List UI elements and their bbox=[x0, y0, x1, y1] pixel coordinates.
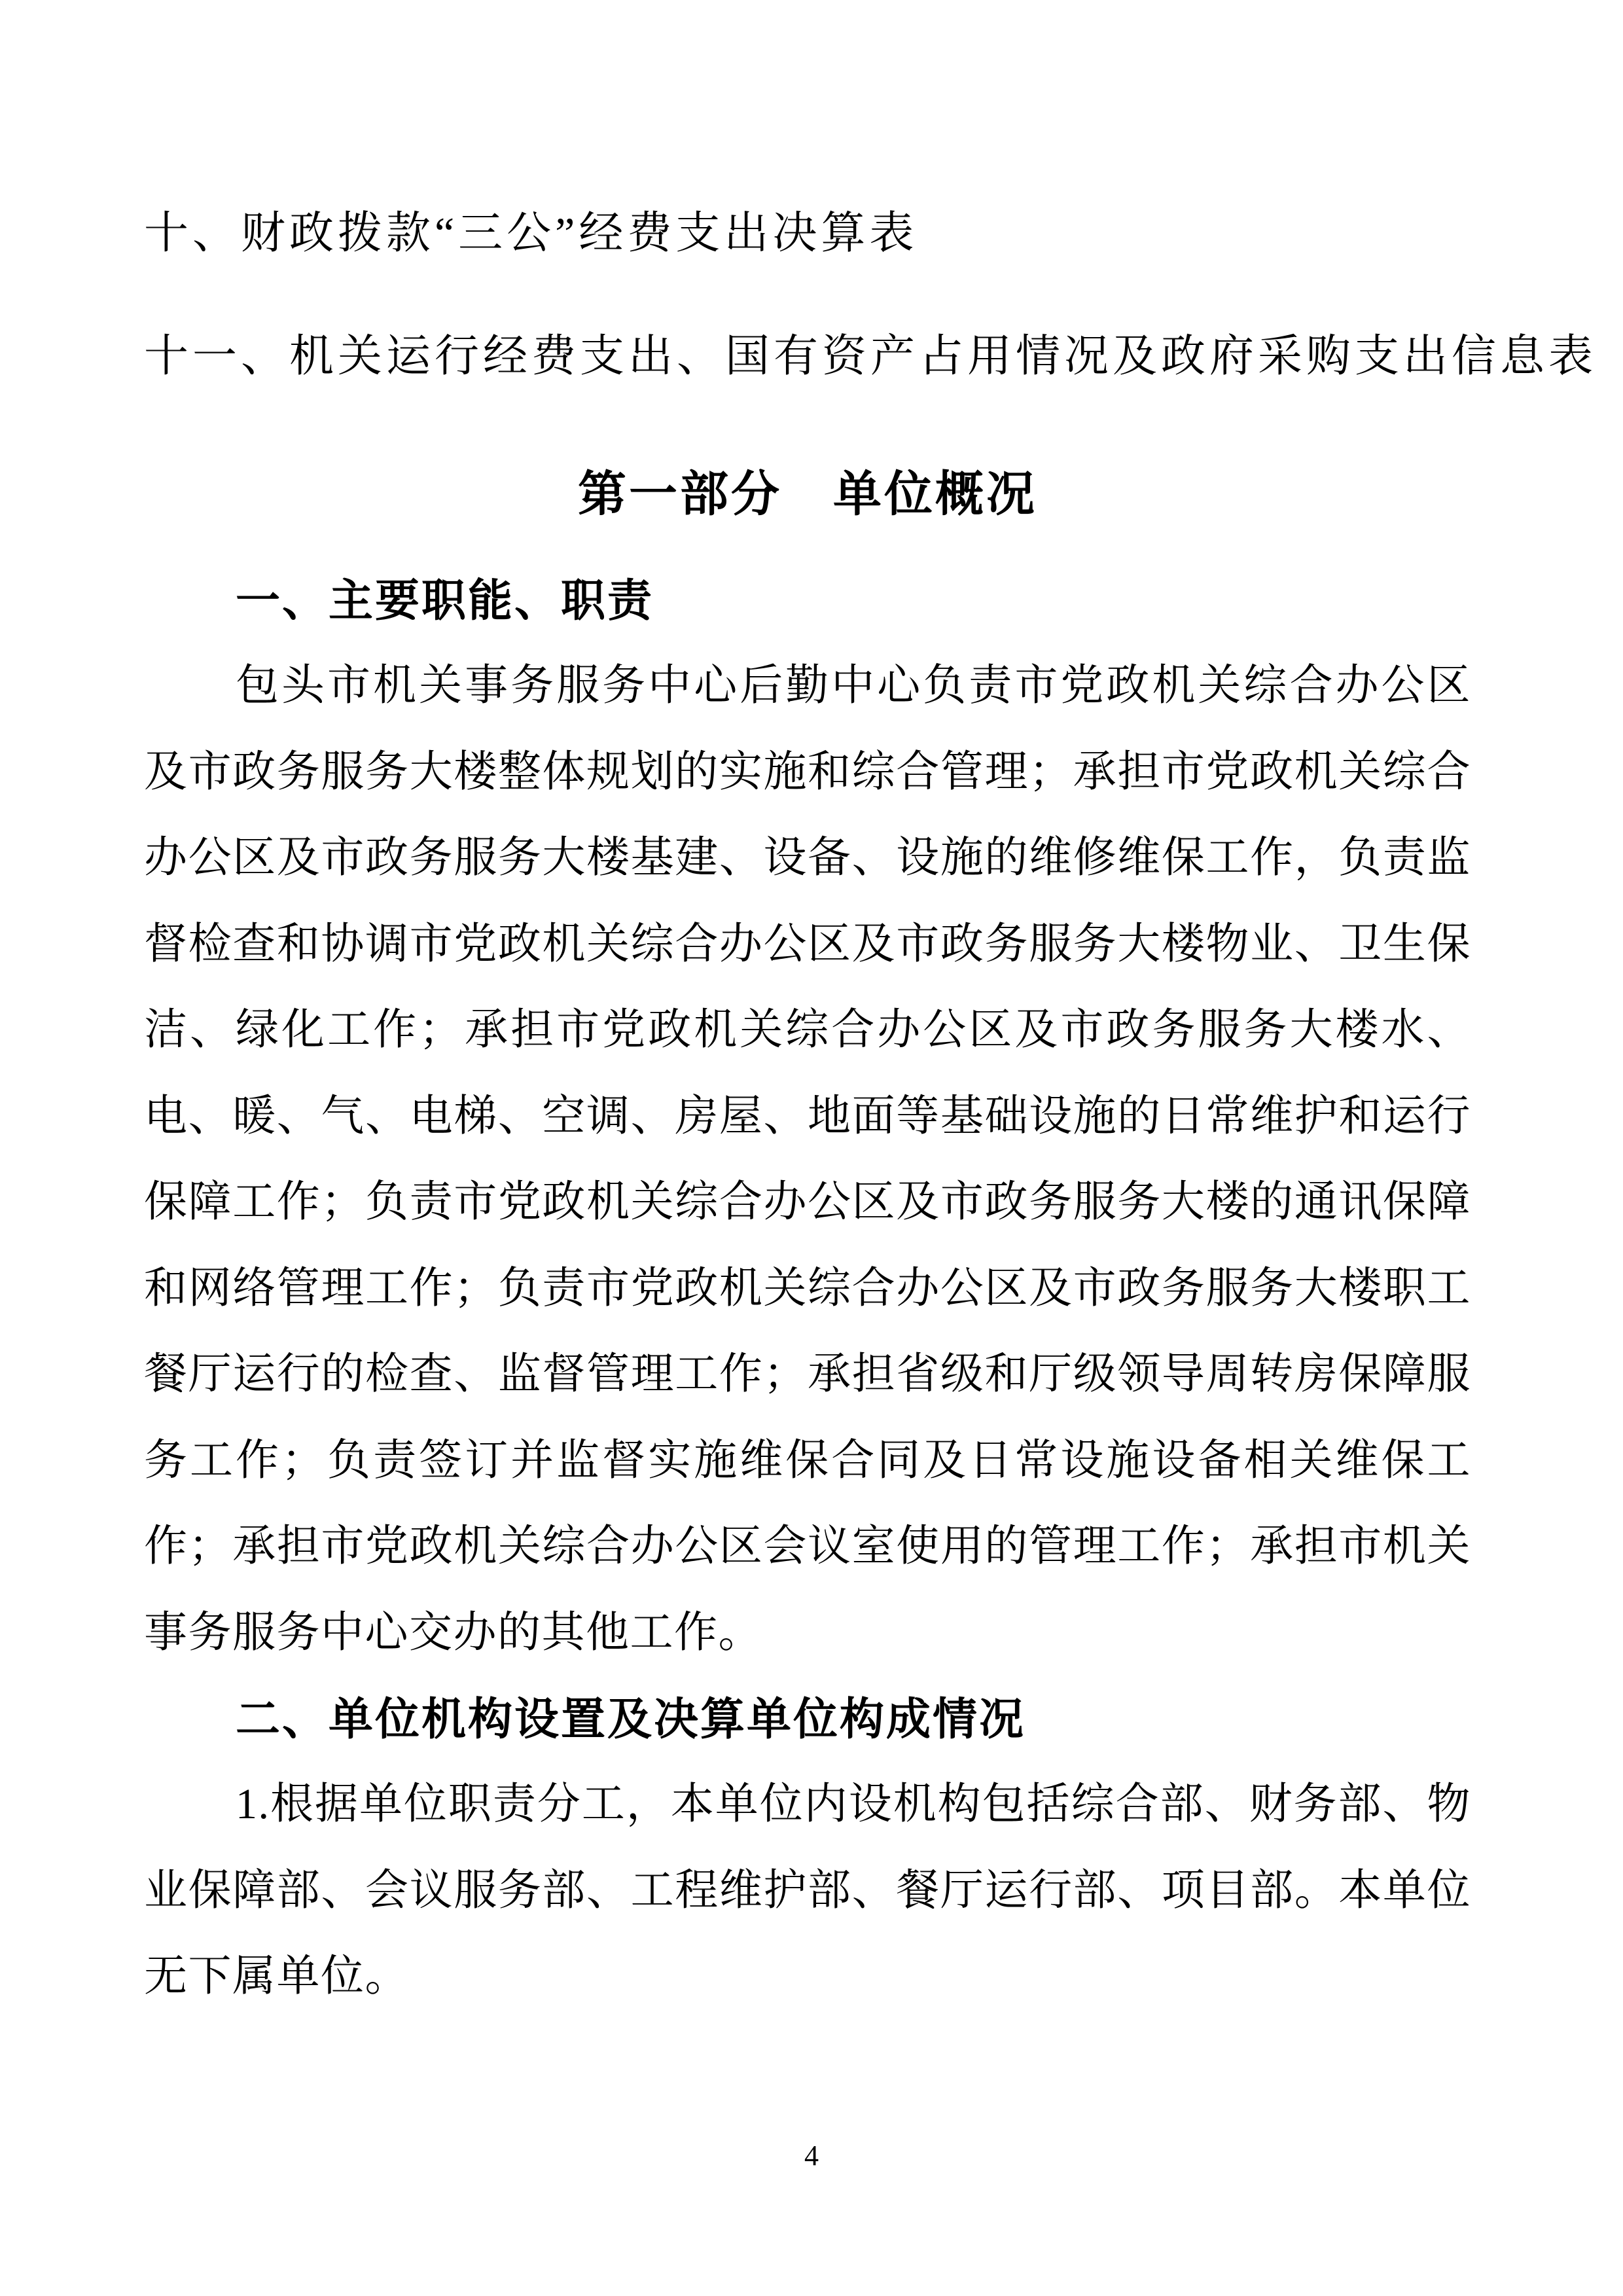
toc-item-11: 十一、机关运行经费支出、国有资产占用情况及政府采购支出信息表 bbox=[144, 331, 1597, 381]
page-number: 4 bbox=[804, 2140, 819, 2172]
section-2-paragraph: 1.根据单位职责分工，本单位内设机构包括综合部、财务部、物业保障部、会议服务部、工程维护部、餐厅运行部、项目部。本单位无下属单位。 bbox=[144, 1780, 1471, 2000]
section-1-heading: 一、主要职能、职责 bbox=[236, 576, 654, 626]
toc-item-10: 十、财政拨款“三公”经费支出决算表 bbox=[144, 208, 918, 258]
part-heading: 第一部分 单位概况 bbox=[578, 467, 1037, 521]
section-1-paragraph: 包头市机关事务服务中心后勤中心负责市党政机关综合办公区及市政务服务大楼整体规划的实施和综合管理；承担市党政机关综合办公区及市政务服务大楼基建、设备、设施的维修维保工作，负责监督检查和协调市党政机关综合办公区及市政务服务大楼物业、卫生保洁、绿化工作；承担市党政机关综合办公区及市政务服务大楼水、电、暖、气、电梯、空调、房屋、地面等基础设施的日常维护和运行保障工作；负责市党政机关综合办公区及市政务服务大楼的通讯保障和网络管理工作；负责市党政机关综合办公区及市政务服务大楼职工餐厅运行的检查、监督管理工作；承担省级和厅级领导周转房保障服务工作；负责签订并监督实施维保合同及日常设施设备相关维保工作；承担市党政机关综合办公区会议室使用的管理工作；承担市机关事务服务中心交办的其他工作。 bbox=[144, 662, 1471, 1657]
section-2-heading: 二、单位机构设置及决算单位构成情况 bbox=[236, 1695, 1026, 1744]
